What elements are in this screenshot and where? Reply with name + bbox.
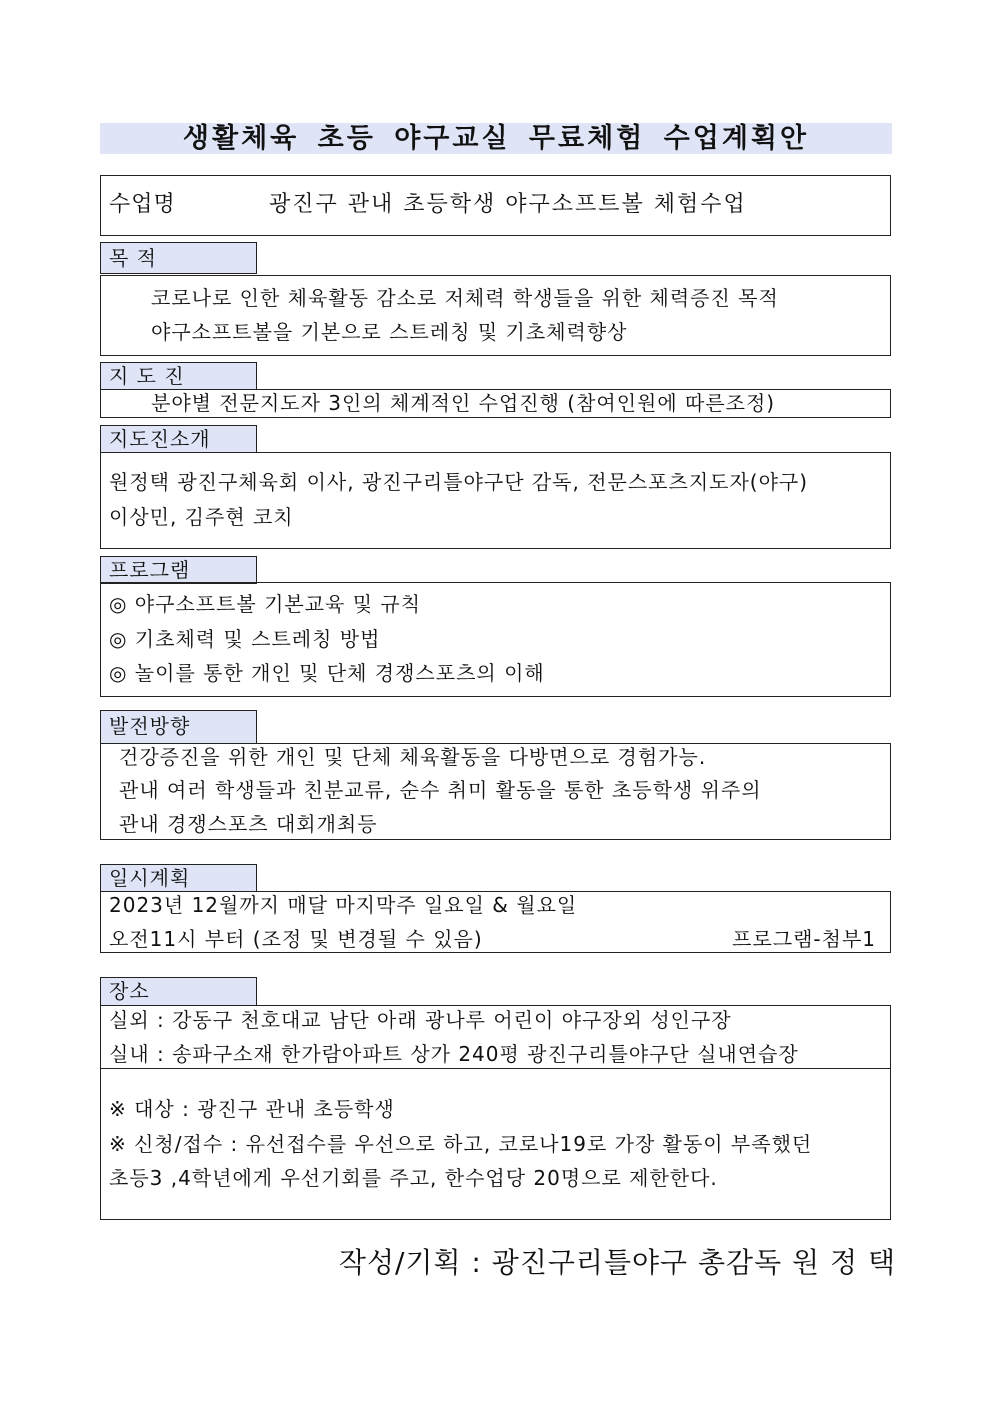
program-box [100, 582, 891, 697]
direction-line-3: 관내 경쟁스포츠 대회개최등 [119, 812, 378, 836]
program-tab: 프로그램 [100, 556, 257, 584]
instructors-line: 분야별 전문지도자 3인의 체계적인 수업진행 (참여인원에 따른조정) [151, 391, 776, 415]
schedule-box [100, 891, 891, 953]
purpose-box [100, 275, 891, 356]
direction-line-1: 건강증진을 위한 개인 및 단체 체육활동을 다방면으로 경험가능. [119, 745, 707, 769]
intro-tab: 지도진소개 [100, 425, 257, 453]
location-divider [101, 1068, 890, 1069]
schedule-tab: 일시계획 [100, 864, 257, 892]
intro-line-1: 원정택 광진구체육회 이사, 광진구리틀야구단 감독, 전문스포츠지도자(야구) [109, 470, 809, 494]
class-name-value: 광진구 관내 초등학생 야구소프트볼 체험수업 [269, 192, 747, 217]
purpose-line-2: 야구소프트볼을 기본으로 스트레칭 및 기초체력향상 [151, 320, 628, 344]
location-outdoor: 실외 : 강동구 천호대교 남단 아래 광나루 어린이 야구장외 성인구장 [109, 1008, 732, 1032]
schedule-line-2: 오전11시 부터 (조정 및 변경될 수 있음) [109, 927, 483, 951]
purpose-line-1: 코로나로 인한 체육활동 감소로 저체력 학생들을 위한 체력증진 목적 [151, 286, 779, 310]
apply-line-1: ※ 신청/접수 : 유선접수를 우선으로 하고, 코로나19로 가장 활동이 부족했던 [109, 1132, 813, 1156]
document-title: 생활체육 초등 야구교실 무료체험 수업계획안 [100, 123, 892, 154]
direction-box [100, 743, 891, 840]
direction-line-2: 관내 여러 학생들과 친분교류, 순수 취미 활동을 통한 초등학생 위주의 [119, 778, 762, 802]
class-name-label: 수업명 [109, 192, 176, 217]
location-indoor: 실내 : 송파구소재 한가람아파트 상가 240평 광진구리틀야구단 실내연습장 [109, 1042, 799, 1066]
program-item-2: ◎ 기초체력 및 스트레칭 방법 [109, 627, 381, 651]
program-item-1: ◎ 야구소프트볼 기본교육 및 규칙 [109, 592, 422, 616]
intro-line-2: 이상민, 김주현 코치 [109, 505, 294, 529]
instructors-box [100, 389, 891, 418]
purpose-tab: 목 적 [100, 242, 257, 274]
class-name-box [100, 175, 891, 236]
schedule-attachment: 프로그램-첨부1 [732, 927, 876, 951]
location-tab: 장소 [100, 977, 257, 1006]
program-item-3: ◎ 놀이를 통한 개인 및 단체 경쟁스포츠의 이해 [109, 661, 545, 685]
intro-box [100, 452, 891, 549]
schedule-line-1: 2023년 12월까지 매달 마지막주 일요일 & 월요일 [109, 893, 578, 917]
apply-line-2: 초등3 ,4학년에게 우선기회를 주고, 한수업당 20명으로 제한한다. [109, 1166, 718, 1190]
author-signature: 작성/기획 : 광진구리틀야구 총감독 원 정 택 [338, 1246, 896, 1279]
instructors-tab: 지 도 진 [100, 362, 257, 390]
target-line: ※ 대상 : 광진구 관내 초등학생 [109, 1097, 395, 1121]
location-box [100, 1005, 891, 1220]
direction-tab: 발전방향 [100, 710, 257, 744]
